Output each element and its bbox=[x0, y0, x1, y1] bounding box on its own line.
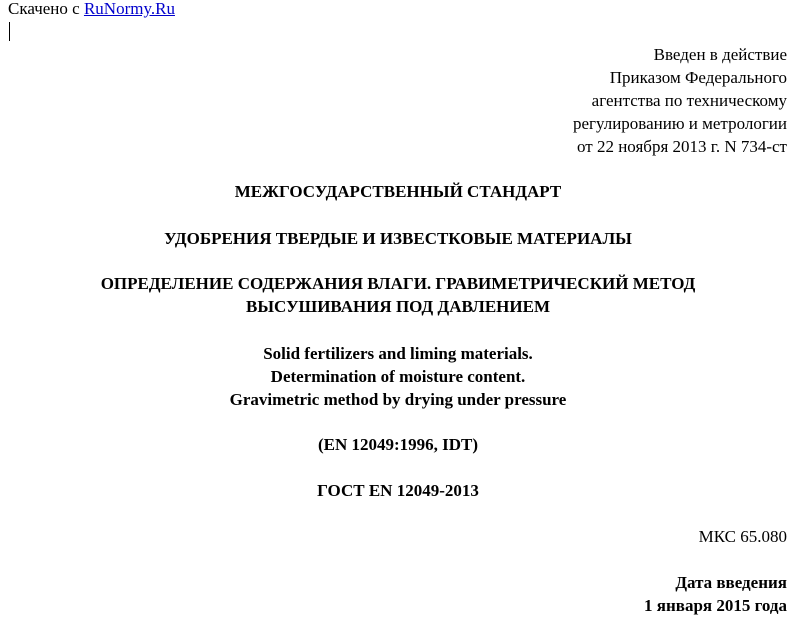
source-prefix: Скачено с bbox=[8, 0, 84, 18]
approval-block bbox=[573, 43, 787, 158]
standard-subtitle-line: ВЫСУШИВАНИЯ ПОД ДАВЛЕНИЕМ bbox=[245, 297, 551, 316]
source-line bbox=[8, 0, 175, 19]
equivalence-note: (EN 12049:1996, IDT) bbox=[317, 435, 479, 454]
english-title bbox=[0, 342, 790, 411]
approval-line: Приказом Федерального bbox=[609, 68, 787, 87]
intro-date-block bbox=[644, 571, 787, 617]
standard-type-heading: МЕЖГОСУДАРСТВЕННЫЙ СТАНДАРТ bbox=[234, 182, 562, 201]
approval-line: Введен в действие bbox=[653, 45, 787, 64]
approval-line: агентства по техническому bbox=[591, 91, 787, 110]
approval-line: регулированию и метрологии bbox=[572, 114, 787, 133]
approval-line: от 22 ноября 2013 г. N 734-ст bbox=[577, 137, 787, 156]
english-title-line: Gravimetric method by drying under pressure bbox=[229, 390, 567, 409]
standard-designation: ГОСТ EN 12049-2013 bbox=[317, 481, 479, 500]
intro-date-value: 1 января 2015 года bbox=[644, 596, 787, 615]
standard-subtitle bbox=[0, 272, 790, 318]
runormy-link[interactable]: RuNormy.Ru bbox=[83, 0, 175, 18]
standard-subtitle-line: ОПРЕДЕЛЕНИЕ СОДЕРЖАНИЯ ВЛАГИ. ГРАВИМЕТРИЧЕСКИЙ МЕТОД bbox=[100, 274, 696, 293]
mks-code: МКС 65.080 bbox=[698, 527, 787, 546]
intro-date-label: Дата введения bbox=[675, 573, 787, 592]
english-title-line: Determination of moisture content. bbox=[270, 367, 526, 386]
text-cursor bbox=[9, 22, 10, 41]
standard-main-title: УДОБРЕНИЯ ТВЕРДЫЕ И ИЗВЕСТКОВЫЕ МАТЕРИАЛЫ bbox=[164, 229, 632, 248]
english-title-line: Solid fertilizers and liming materials. bbox=[263, 344, 533, 363]
